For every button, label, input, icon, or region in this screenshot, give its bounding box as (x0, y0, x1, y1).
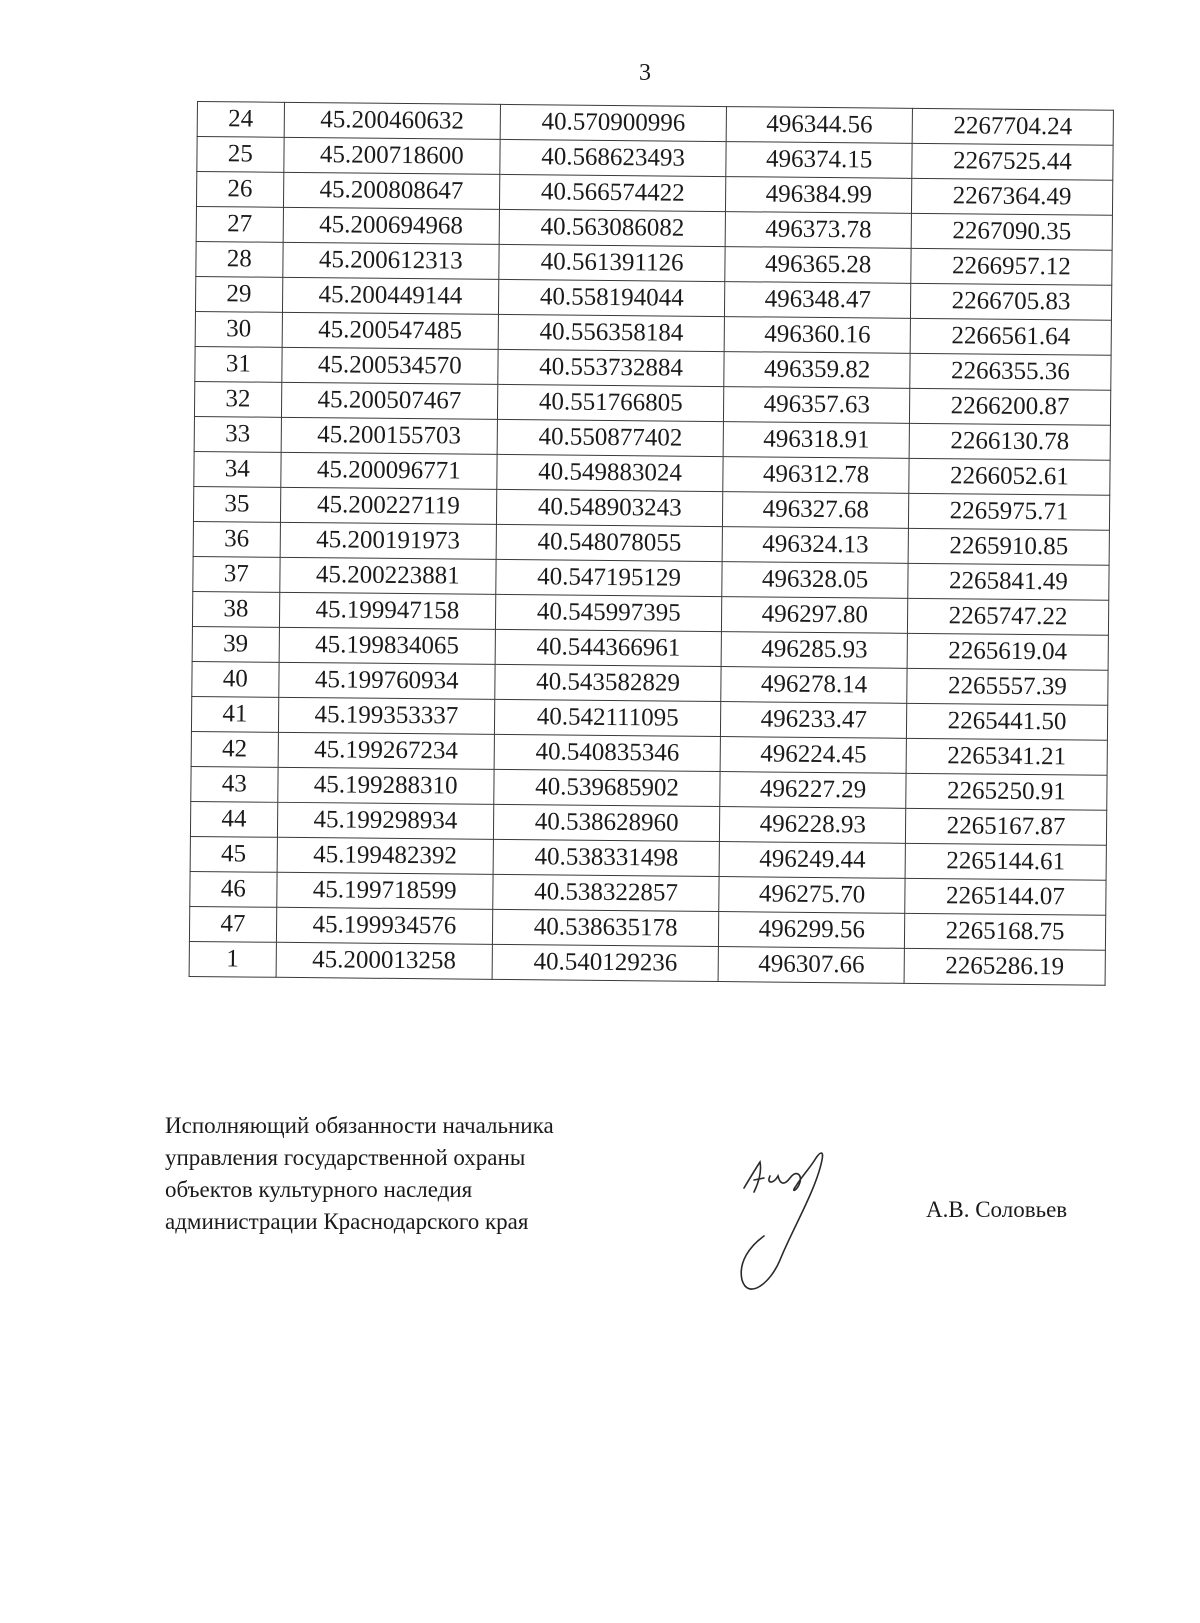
latitude-cell: 45.199947158 (279, 592, 496, 629)
longitude-cell: 40.558194044 (498, 279, 725, 316)
longitude-cell: 40.549883024 (497, 454, 724, 491)
x-coordinate-cell: 496348.47 (725, 282, 911, 319)
latitude-cell: 45.200013258 (276, 942, 493, 979)
y-coordinate-cell: 2266957.12 (911, 248, 1112, 285)
point-number-cell: 34 (194, 451, 281, 487)
latitude-cell: 45.200718600 (284, 137, 501, 174)
page-number: 3 (639, 60, 651, 86)
point-number-cell: 42 (191, 731, 278, 767)
longitude-cell: 40.538628960 (493, 804, 720, 841)
x-coordinate-cell: 496384.99 (726, 177, 912, 214)
y-coordinate-cell: 2265910.85 (908, 528, 1109, 565)
latitude-cell: 45.200223881 (279, 557, 496, 594)
latitude-cell: 45.199482392 (277, 837, 494, 874)
y-coordinate-cell: 2265144.07 (905, 878, 1106, 915)
x-coordinate-cell: 496327.68 (723, 492, 909, 529)
x-coordinate-cell: 496278.14 (721, 667, 907, 704)
longitude-cell: 40.566574422 (499, 174, 726, 211)
point-number-cell: 44 (190, 801, 277, 837)
x-coordinate-cell: 496297.80 (722, 597, 908, 634)
longitude-cell: 40.556358184 (498, 314, 725, 351)
position-line: администрации Краснодарского края (165, 1209, 529, 1234)
longitude-cell: 40.551766805 (497, 384, 724, 421)
x-coordinate-cell: 496328.05 (722, 562, 908, 599)
point-number-cell: 43 (191, 766, 278, 802)
x-coordinate-cell: 496307.66 (718, 947, 904, 984)
point-number-cell: 47 (189, 906, 276, 942)
latitude-cell: 45.199288310 (277, 767, 494, 804)
y-coordinate-cell: 2267364.49 (911, 178, 1112, 215)
point-number-cell: 39 (192, 626, 279, 662)
y-coordinate-cell: 2265250.91 (906, 773, 1107, 810)
point-number-cell: 29 (195, 276, 282, 312)
x-coordinate-cell: 496275.70 (719, 877, 905, 914)
longitude-cell: 40.539685902 (494, 769, 721, 806)
latitude-cell: 45.199760934 (278, 662, 495, 699)
point-number-cell: 46 (190, 871, 277, 907)
y-coordinate-cell: 2266355.36 (910, 353, 1111, 390)
position-line: Исполняющий обязанности начальника (165, 1113, 554, 1138)
signatory-position (165, 1110, 554, 1238)
point-number-cell: 28 (196, 241, 283, 277)
x-coordinate-cell: 496285.93 (721, 632, 907, 669)
latitude-cell: 45.199834065 (279, 627, 496, 664)
x-coordinate-cell: 496299.56 (719, 912, 905, 949)
y-coordinate-cell: 2265841.49 (908, 563, 1109, 600)
latitude-cell: 45.199298934 (277, 802, 494, 839)
latitude-cell: 45.200507467 (281, 382, 498, 419)
point-number-cell: 26 (196, 172, 283, 208)
latitude-cell: 45.200547485 (282, 312, 499, 349)
latitude-cell: 45.200155703 (281, 417, 498, 454)
x-coordinate-cell: 496373.78 (726, 212, 912, 249)
y-coordinate-cell: 2265341.21 (906, 738, 1107, 775)
x-coordinate-cell: 496249.44 (719, 842, 905, 879)
y-coordinate-cell: 2265286.19 (904, 948, 1105, 985)
longitude-cell: 40.543582829 (495, 664, 722, 701)
point-number-cell: 31 (195, 346, 282, 382)
x-coordinate-cell: 496357.63 (724, 387, 910, 424)
latitude-cell: 45.200808647 (283, 172, 500, 209)
longitude-cell: 40.542111095 (494, 699, 721, 736)
y-coordinate-cell: 2265441.50 (906, 703, 1107, 740)
longitude-cell: 40.538331498 (493, 839, 720, 876)
y-coordinate-cell: 2267704.24 (912, 108, 1113, 145)
point-number-cell: 1 (189, 941, 276, 977)
latitude-cell: 45.200694968 (283, 207, 500, 244)
y-coordinate-cell: 2265144.61 (905, 843, 1106, 880)
x-coordinate-cell: 496365.28 (725, 247, 911, 284)
y-coordinate-cell: 2266130.78 (909, 423, 1110, 460)
y-coordinate-cell: 2266200.87 (909, 388, 1110, 425)
longitude-cell: 40.538322857 (493, 874, 720, 911)
longitude-cell: 40.563086082 (499, 209, 726, 246)
longitude-cell: 40.553732884 (498, 349, 725, 386)
x-coordinate-cell: 496227.29 (720, 772, 906, 809)
longitude-cell: 40.540835346 (494, 734, 721, 771)
y-coordinate-cell: 2267090.35 (911, 213, 1112, 250)
y-coordinate-cell: 2266705.83 (910, 283, 1111, 320)
y-coordinate-cell: 2265167.87 (905, 808, 1106, 845)
point-number-cell: 24 (197, 102, 284, 138)
x-coordinate-cell: 496233.47 (721, 702, 907, 739)
point-number-cell: 32 (194, 381, 281, 417)
x-coordinate-cell: 496318.91 (723, 422, 909, 459)
y-coordinate-cell: 2266052.61 (909, 458, 1110, 495)
latitude-cell: 45.200449144 (282, 277, 499, 314)
longitude-cell: 40.545997395 (495, 594, 722, 631)
coordinates-table (189, 101, 1114, 986)
latitude-cell: 45.200227119 (280, 487, 497, 524)
latitude-cell: 45.199718599 (276, 872, 493, 909)
point-number-cell: 30 (195, 311, 282, 347)
latitude-cell: 45.199267234 (278, 732, 495, 769)
longitude-cell: 40.544366961 (495, 629, 722, 666)
y-coordinate-cell: 2265557.39 (907, 668, 1108, 705)
longitude-cell: 40.550877402 (497, 419, 724, 456)
x-coordinate-cell: 496324.13 (722, 527, 908, 564)
signer-name: А.В. Соловьев (926, 1197, 1068, 1222)
point-number-cell: 40 (192, 661, 279, 697)
longitude-cell: 40.540129236 (492, 944, 719, 981)
longitude-cell: 40.561391126 (499, 244, 726, 281)
y-coordinate-cell: 2267525.44 (912, 143, 1113, 180)
latitude-cell: 45.200191973 (280, 522, 497, 559)
latitude-cell: 45.200096771 (280, 452, 497, 489)
point-number-cell: 36 (193, 521, 280, 557)
longitude-cell: 40.547195129 (496, 559, 723, 596)
x-coordinate-cell: 496224.45 (720, 737, 906, 774)
x-coordinate-cell: 496374.15 (726, 142, 912, 179)
latitude-cell: 45.200460632 (284, 102, 501, 139)
longitude-cell: 40.548078055 (496, 524, 723, 561)
y-coordinate-cell: 2265975.71 (908, 493, 1109, 530)
latitude-cell: 45.200534570 (282, 347, 499, 384)
point-number-cell: 27 (196, 206, 283, 242)
y-coordinate-cell: 2265619.04 (907, 633, 1108, 670)
point-number-cell: 45 (190, 836, 277, 872)
position-line: объектов культурного наследия (165, 1177, 473, 1202)
point-number-cell: 37 (193, 556, 280, 592)
x-coordinate-cell: 496312.78 (723, 457, 909, 494)
x-coordinate-cell: 496344.56 (727, 107, 913, 144)
point-number-cell: 25 (197, 137, 284, 173)
longitude-cell: 40.548903243 (496, 489, 723, 526)
latitude-cell: 45.199353337 (278, 697, 495, 734)
longitude-cell: 40.568623493 (500, 139, 727, 176)
y-coordinate-cell: 2265168.75 (904, 913, 1105, 950)
point-number-cell: 38 (192, 591, 279, 627)
longitude-cell: 40.538635178 (492, 909, 719, 946)
table-body (189, 102, 1113, 986)
point-number-cell: 41 (191, 696, 278, 732)
x-coordinate-cell: 496228.93 (720, 807, 906, 844)
point-number-cell: 35 (193, 486, 280, 522)
x-coordinate-cell: 496360.16 (724, 317, 910, 354)
y-coordinate-cell: 2265747.22 (907, 598, 1108, 635)
latitude-cell: 45.200612313 (283, 242, 500, 279)
y-coordinate-cell: 2266561.64 (910, 318, 1111, 355)
point-number-cell: 33 (194, 416, 281, 452)
latitude-cell: 45.199934576 (276, 907, 493, 944)
x-coordinate-cell: 496359.82 (724, 352, 910, 389)
handwritten-signature (740, 1150, 850, 1300)
position-line: управления государственной охраны (165, 1145, 526, 1170)
longitude-cell: 40.570900996 (500, 104, 727, 141)
